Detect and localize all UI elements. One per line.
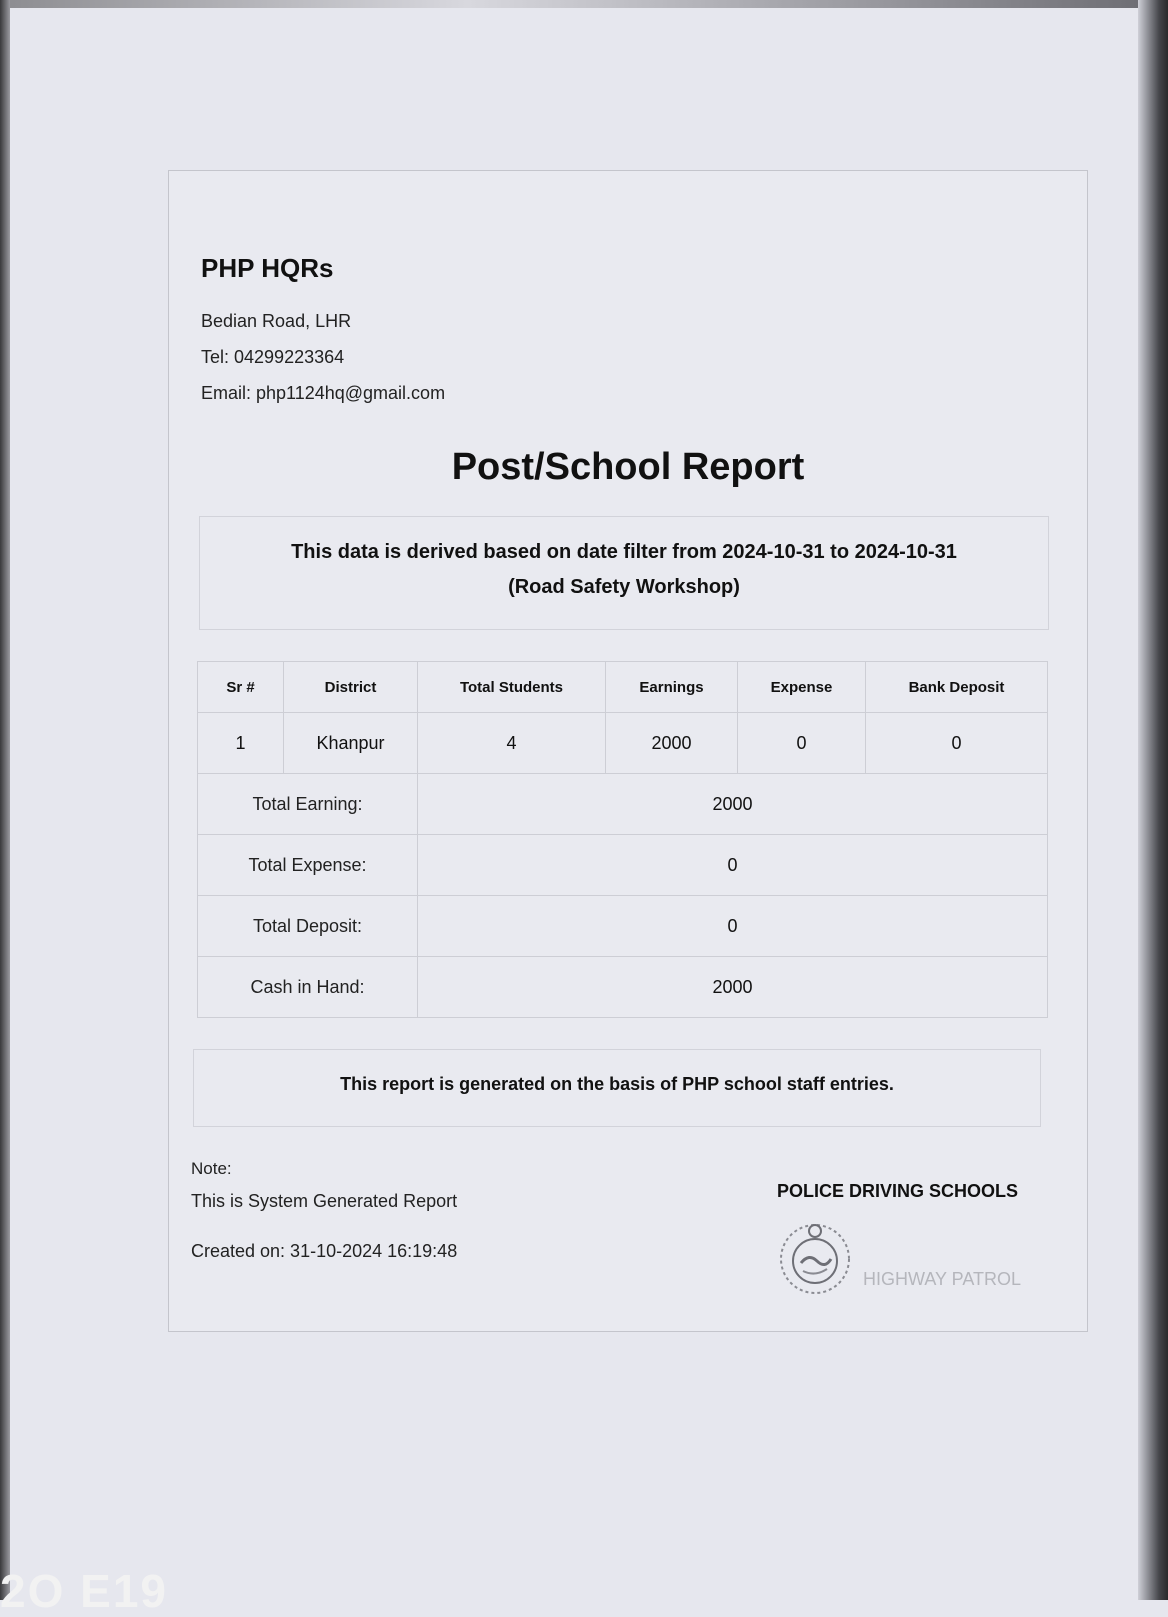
corner-watermark: 2O E19 [0, 1565, 168, 1617]
table-header-row [198, 662, 1048, 713]
address: Bedian Road, LHR [201, 311, 352, 331]
summary-label: Total Expense: [198, 835, 418, 896]
report-title: Post/School Report [451, 446, 805, 488]
photo-top-edge [0, 0, 1168, 8]
summary-row-total-expense [198, 835, 1048, 896]
school-name: POLICE DRIVING SCHOOLS [777, 1181, 1019, 1201]
col-header-earnings: Earnings [606, 662, 738, 713]
report-basis-box [193, 1049, 1041, 1127]
cell-earnings: 2000 [606, 713, 738, 774]
police-seal-icon [775, 1219, 855, 1299]
report-basis-text: This report is generated on the basis of PHP school staff entries. [340, 1074, 894, 1094]
col-header-sr: Sr # [198, 662, 284, 713]
summary-value: 2000 [418, 774, 1048, 835]
workshop-name: (Road Safety Workshop) [508, 576, 740, 598]
cell-bank-deposit: 0 [866, 713, 1048, 774]
date-filter-text: This data is derived based on date filter from 2024-10-31 to 2024-10-31 [291, 541, 957, 563]
cell-sr: 1 [198, 713, 284, 774]
photo-left-edge [0, 0, 10, 1600]
col-header-expense: Expense [738, 662, 866, 713]
created-on: Created on: 31-10-2024 16:19:48 [191, 1241, 458, 1261]
summary-label: Total Earning: [198, 774, 418, 835]
col-header-total-students: Total Students [418, 662, 606, 713]
summary-label: Total Deposit: [198, 896, 418, 957]
summary-value: 0 [418, 835, 1048, 896]
telephone: Tel: 04299223364 [201, 347, 345, 367]
report-sheet [168, 170, 1088, 1332]
summary-row-total-deposit [198, 896, 1048, 957]
summary-label: Cash in Hand: [198, 957, 418, 1018]
cell-expense: 0 [738, 713, 866, 774]
cell-total-students: 4 [418, 713, 606, 774]
org-name: PHP HQRs [201, 253, 334, 283]
table-row [198, 713, 1048, 774]
email: Email: php1124hq@gmail.com [201, 383, 446, 403]
col-header-bank-deposit: Bank Deposit [866, 662, 1048, 713]
summary-row-total-earning [198, 774, 1048, 835]
date-filter-box [199, 516, 1049, 630]
col-header-district: District [284, 662, 418, 713]
report-table [197, 661, 1048, 1018]
summary-row-cash-in-hand [198, 957, 1048, 1018]
photo-right-edge [1138, 0, 1168, 1600]
summary-value: 0 [418, 896, 1048, 957]
note-label: Note: [191, 1159, 232, 1178]
summary-value: 2000 [418, 957, 1048, 1018]
note-text: This is System Generated Report [191, 1191, 458, 1211]
cell-district: Khanpur [284, 713, 418, 774]
patrol-name: HIGHWAY PATROL [863, 1269, 1022, 1289]
